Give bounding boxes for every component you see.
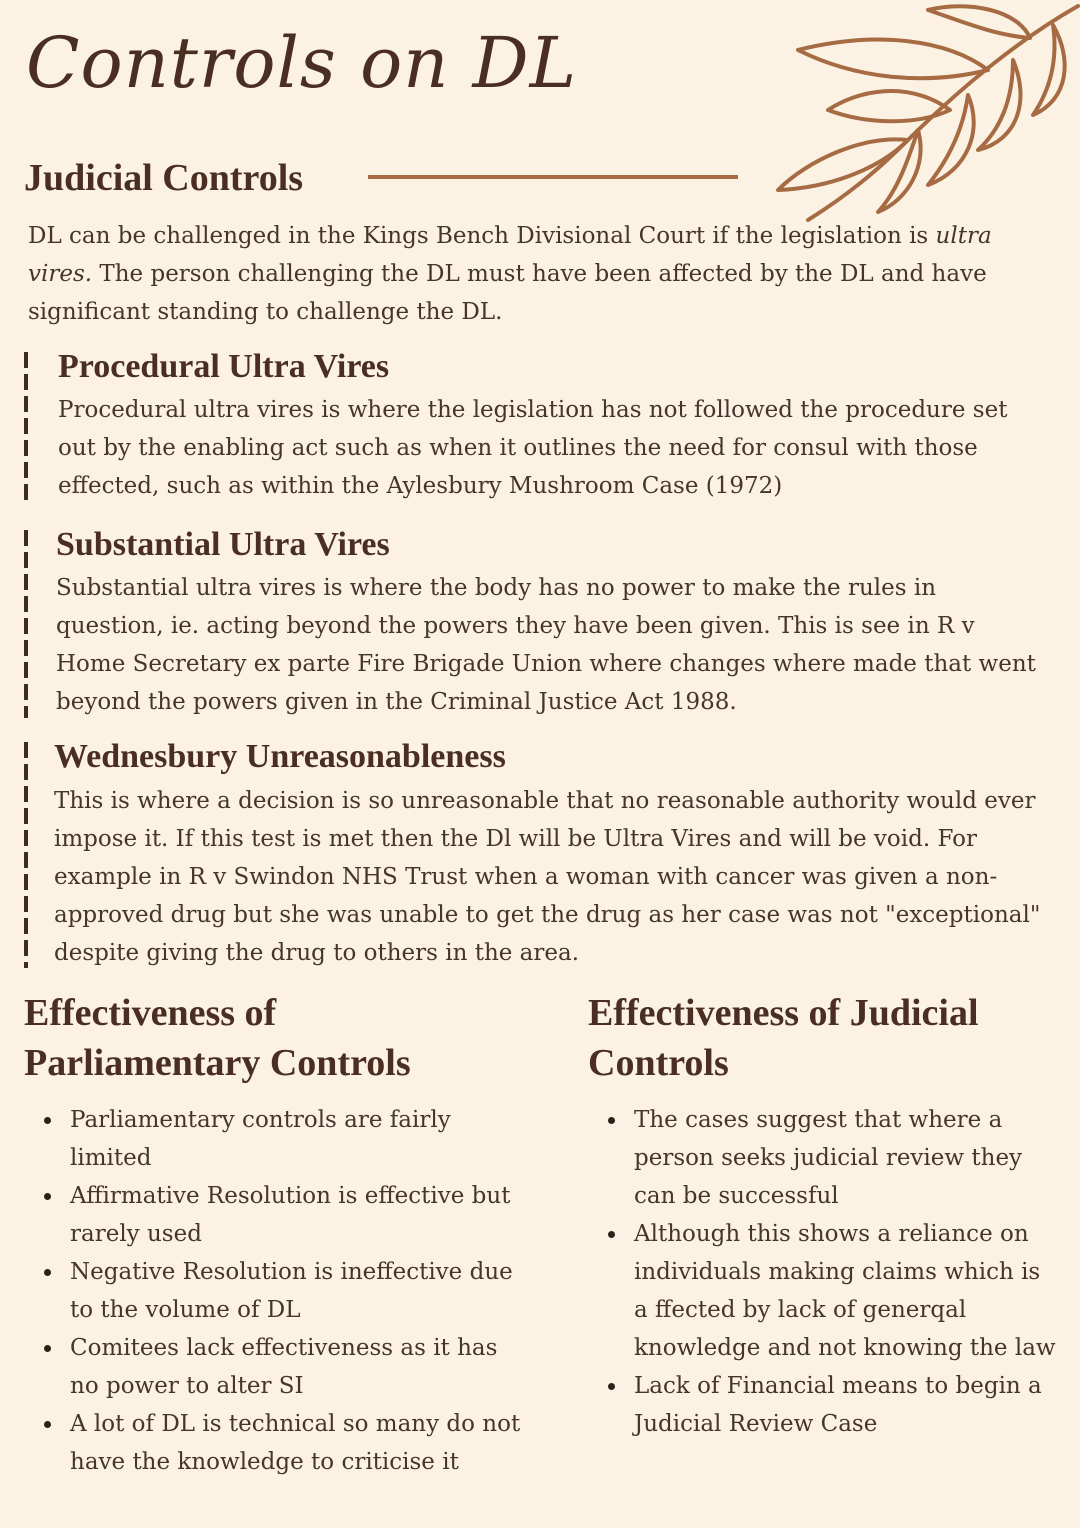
section-body: This is where a decision is so unreasonable that no reasonable authority would ever impose it. If this test is met then the Dl will be Ultra Vires and will be void. For example in R v Swindon NHS Trust when a woman with cancer was given a non-approved drug but she was unable to get the drug as her case was not "exceptional" despite giving the drug to others in the area. (54, 788, 1041, 966)
section-body: Procedural ultra vires is where the legislation has not followed the procedure set out by the enabling act such as when it outlines the need for consul with those effected, such as within the Aylesbury Mushroom Case (1972) (58, 397, 1008, 499)
list-item: The cases suggest that where a person seeks judicial review they can be successful (588, 1101, 1058, 1215)
bullet-icon (44, 1269, 51, 1276)
section-substantial-ultra-vires (24, 526, 1044, 720)
leaf-branch-illustration (768, 0, 1080, 225)
parliamentary-effectiveness-list (24, 1101, 524, 1481)
judicial-effectiveness-list (588, 1101, 1058, 1443)
list-item: A lot of DL is technical so many do not have the knowledge to criticise it (24, 1405, 524, 1481)
dashed-divider (24, 742, 28, 968)
judicial-intro: DL can be challenged in the Kings Bench Divisional Court if the legislation is ultra vires. The person challenging the DL must have been affected by the DL and have significant standing to challenge the DL. (28, 223, 992, 325)
section-procedural-ultra-vires (24, 348, 1044, 502)
section-heading: Substantial Ultra Vires (56, 526, 390, 563)
bullet-icon (608, 1231, 615, 1238)
bullet-icon (44, 1421, 51, 1428)
heading-divider (368, 175, 738, 179)
bullet-icon (608, 1117, 615, 1124)
section-heading: Wednesbury Unreasonableness (54, 738, 506, 775)
judicial-controls-heading: Judicial Controls (24, 157, 304, 199)
list-item: Although this shows a reliance on individuals making claims which is a ffected by lack of generqal knowledge and not knowing the law (588, 1215, 1058, 1367)
effectiveness-judicial-heading: Effectiveness of Judicial Controls (588, 992, 979, 1084)
dashed-divider (24, 530, 28, 718)
bullet-icon (608, 1383, 615, 1390)
bullet-icon (44, 1345, 51, 1352)
list-item: Lack of Financial means to begin a Judicial Review Case (588, 1367, 1058, 1443)
list-item: Parliamentary controls are fairly limited (24, 1101, 524, 1177)
dashed-divider (24, 352, 28, 500)
section-body: Substantial ultra vires is where the body has no power to make the rules in question, ie. acting beyond the powers they have been given. This is see in R v Home Secretary ex parte Fire Brigade Union where changes where made that went beyond the powers given in the Criminal Justice Act 1988. (56, 575, 1036, 715)
list-item: Negative Resolution is ineffective due to the volume of DL (24, 1253, 524, 1329)
section-wednesbury-unreasonableness (24, 738, 1044, 970)
list-item: Comitees lack effectiveness as it has no power to alter SI (24, 1329, 524, 1405)
effectiveness-parliamentary-heading: Effectiveness of Parliamentary Controls (24, 992, 411, 1084)
page-title: Controls on DL (26, 22, 578, 104)
section-heading: Procedural Ultra Vires (58, 348, 390, 385)
list-item: Affirmative Resolution is effective but rarely used (24, 1177, 524, 1253)
bullet-icon (44, 1193, 51, 1200)
bullet-icon (44, 1117, 51, 1124)
